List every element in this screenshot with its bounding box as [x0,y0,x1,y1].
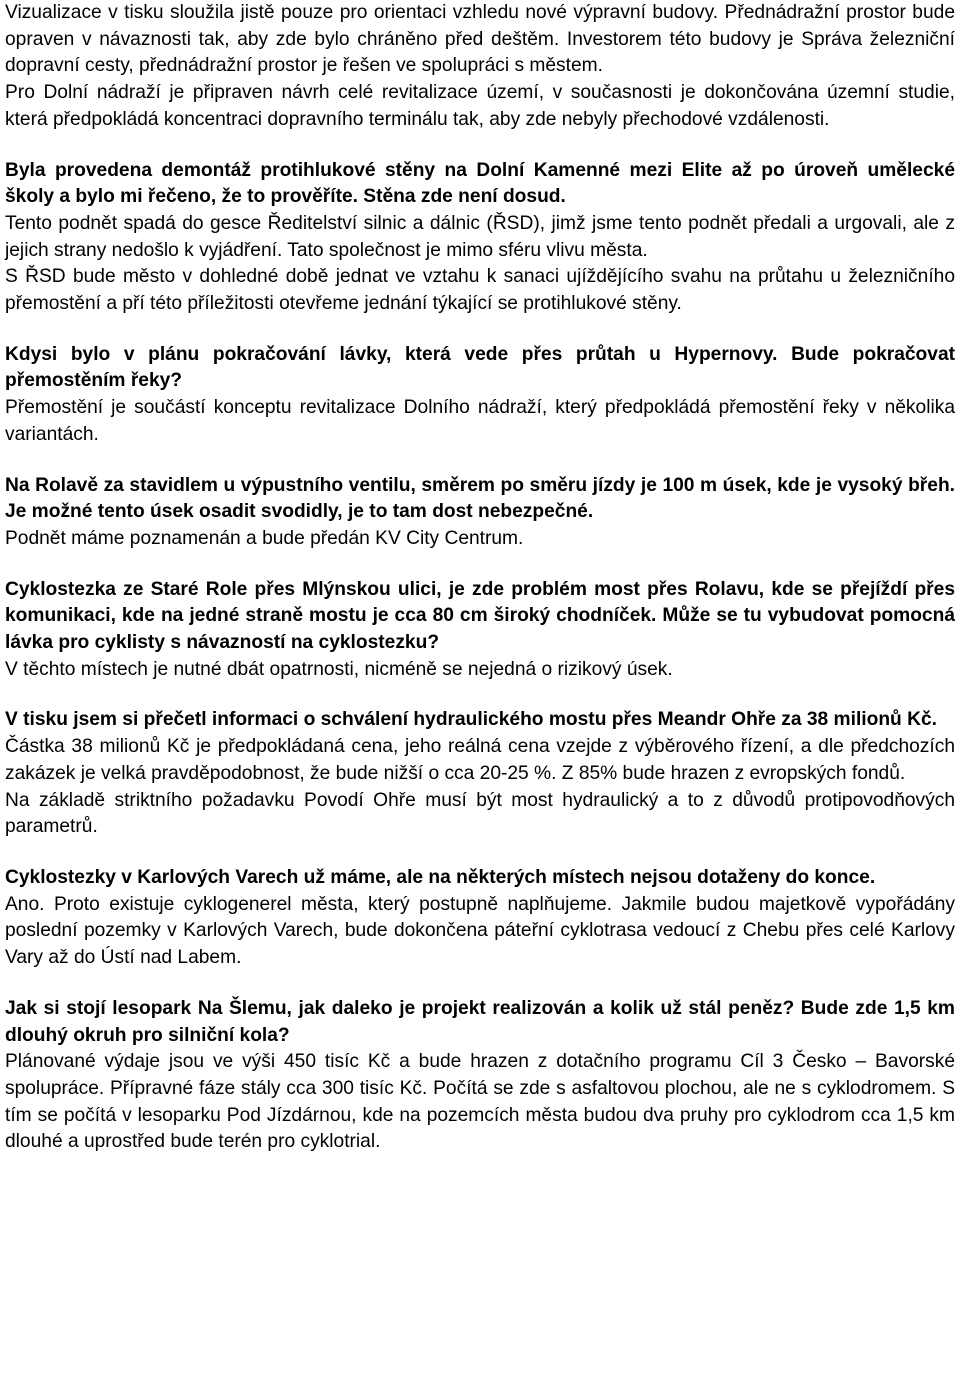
answer: Částka 38 milionů Kč je předpokládaná cena, jeho reálná cena vzejde z výběrového řízení, a dle předchozích zakázek je velká pravděpodobnost, že bude nižší o cca 20-25 %. Z 85% bude hrazen z evropských fondů. [5,736,955,784]
intro-paragraph: Pro Dolní nádraží je připraven návrh celé revitalizace území, v současnosti je dokončována územní studie, která předpokládá koncentraci dopravního terminálu tak, aby zde nebyly přechodové vzdálenosti. [5,82,955,130]
answer: S ŘSD bude město v dohledné době jednat ve vztahu k sanaci ujíždějícího svahu na průtahu u železničního přemostění a pří této příležitosti otevřeme jednání týkající se protihlukové stěny. [5,266,955,315]
qa-section [5,473,955,553]
qa-section [5,865,955,972]
qa-section [5,996,955,1156]
intro-paragraph: Vizualizace v tisku sloužila jistě pouze pro orientaci vzhledu nové výpravní budovy. Přednádražní prostor bude opraven v návaznosti tak, aby zde bylo chráněno před deštěm. Investorem této budovy je Správa železniční dopravní cesty, přednádražní prostor je řešen ve spolupráci s městem. [5,2,955,77]
question: Byla provedena demontáž protihlukové stěny na Dolní Kamenné mezi Elite až po úroveň umělecké školy a bylo mi řečeno, že to prověříte. Stěna zde není dosud. [5,159,955,208]
question: Cyklostezka ze Staré Role přes Mlýnskou ulici, je zde problém most přes Rolavu, kde se přejíždí přes komunikaci, kde na jedné straně mostu je cca 80 cm široký chodníček. Může se tu vybudovat pomocná lávka pro cyklisty s návazností na cyklostezku? [5,578,955,654]
qa-section [5,577,955,684]
qa-section [5,158,955,318]
qa-section [5,707,955,841]
answer: Ano. Proto existuje cyklogenerel města, který postupně naplňujeme. Jakmile budou majetkově vypořádány poslední pozemky v Karlových Varech, bude dokončena páteřní cyklotrasa vedoucí z Chebu přes celé Karlovy Vary až do Ústí nad Labem. [5,893,955,969]
answer: Plánované výdaje jsou ve výši 450 tisíc Kč a bude hrazen z dotačního programu Cíl 3 Česko – Bavorské spolupráce. Přípravné fáze stály cca 300 tisíc Kč. Počítá se zde s asfaltovou plochou, ale ne s cyklodromem. S tím se počítá v lesoparku Pod Jízdárnou, kde na pozemcích města budou dva pruhy pro cyklodrom cca 1,5 km dlouhé a uprostřed bude terén pro cyklotrial. [5,1051,955,1153]
question: V tisku jsem si přečetl informaci o schválení hydraulického mostu přes Meandr Ohře za 38 milionů Kč. [5,709,937,731]
answer: Na základě striktního požadavku Povodí Ohře musí být most hydraulický a to z důvodů protipovodňových parametrů. [5,789,955,838]
answer: Podnět máme poznamenán a bude předán KV City Centrum. [5,527,524,549]
answer: V těchto místech je nutné dbát opatrnosti, nicméně se nejedná o rizikový úsek. [5,658,673,680]
question: Kdysi bylo v plánu pokračování lávky, která vede přes průtah u Hypernovy. Bude pokračovat přemostěním řeky? [5,343,955,392]
question: Na Rolavě za stavidlem u výpustního ventilu, směrem po směru jízdy je 100 m úsek, kde je vysoký břeh. Je možné tento úsek osadit svodidly, je to tam dost nebezpečné. [5,474,955,523]
question: Cyklostezky v Karlových Varech už máme, ale na některých místech nejsou dotaženy do konce. [5,866,876,888]
answer: Přemostění je součástí konceptu revitalizace Dolního nádraží, který předpokládá přemostění řeky v několika variantách. [5,397,955,445]
question: Jak si stojí lesopark Na Šlemu, jak daleko je projekt realizován a kolik už stál peněz? Bude zde 1,5 km dlouhý okruh pro silniční kola? [5,997,955,1046]
answer: Tento podnět spadá do gesce Ředitelství silnic a dálnic (ŘSD), jimž jsme tento podnět předali a urgovali, ale z jejich strany nedošlo k vyjádření. Tato společnost je mimo sféru vlivu města. [5,212,955,261]
qa-section [5,342,955,449]
